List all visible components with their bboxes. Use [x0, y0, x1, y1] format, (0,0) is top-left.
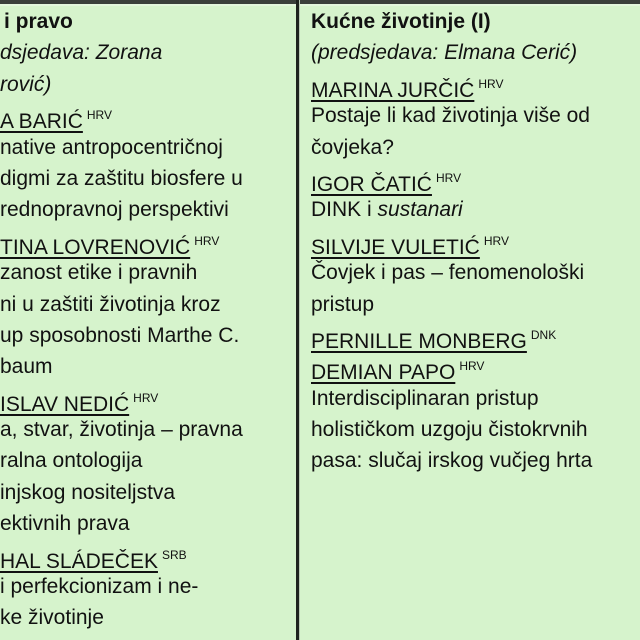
country-code: HRV — [86, 108, 112, 123]
session-title: i pravo — [4, 10, 73, 33]
session-column-right — [311, 6, 640, 477]
speaker-entry — [311, 320, 640, 351]
talk-title-line: ke životinje — [0, 606, 104, 630]
talk-title-line: pristup — [311, 292, 375, 316]
speaker-entry — [311, 351, 640, 385]
talk-title-plain: DINK i — [311, 198, 378, 222]
speaker-name: A BARIĆ — [0, 110, 83, 134]
talk-title-line: ralna ontologija — [0, 449, 143, 473]
speaker-entry — [311, 163, 640, 194]
speaker-name: DEMIAN PAPO — [311, 361, 456, 385]
country-code: SRB — [161, 547, 187, 562]
talk-title-line: Interdisciplinaran pristup — [311, 386, 539, 410]
country-code: HRV — [194, 233, 220, 248]
talk-title-line — [311, 194, 640, 225]
talk-title-line: i perfekcionizam i ne- — [0, 575, 199, 599]
country-code: HRV — [478, 76, 504, 91]
talk-title-line: injskog nositeljstva — [0, 480, 176, 504]
speaker-entry — [0, 383, 296, 414]
talk-title-line: ektivnih prava — [0, 512, 130, 536]
talk-title-line: ni u zaštiti životinja kroz — [0, 292, 221, 316]
speaker-name: IGOR ČATIĆ — [311, 172, 432, 196]
session-title: Kućne životinje (I) — [311, 10, 491, 33]
speaker-entry — [0, 100, 296, 134]
session-chair: (predsjedava: Elmana Cerić) — [311, 41, 578, 65]
country-code: DNK — [530, 327, 557, 342]
speaker-name: HAL SLÁDEČEK — [0, 549, 158, 573]
talk-title-italic: sustanari — [377, 198, 463, 222]
speaker-name: SILVIJE VULETIĆ — [311, 235, 480, 259]
talk-title-line: zanost etike i pravnih — [0, 261, 198, 285]
talk-title-line: Postaje li kad životinja više od — [311, 104, 590, 128]
talk-title-line: Čovjek i pas – fenomenološki — [311, 261, 585, 285]
column-divider — [296, 0, 300, 640]
talk-title-line: rednopravnoj perspektivi — [0, 198, 229, 222]
talk-title-line: holističkom uzgoju čistokrvnih — [311, 418, 588, 442]
speaker-entry — [0, 540, 296, 571]
speaker-name: ISLAV NEDIĆ — [0, 392, 130, 416]
talk-title-line: pasa: slučaj irskog vučjeg hrta — [311, 449, 593, 473]
session-chair-cont: rović) — [0, 72, 52, 96]
talk-title-line: čovjeka? — [311, 135, 394, 159]
country-code: HRV — [133, 390, 159, 405]
talk-title-line: a, stvar, životinja – pravna — [0, 418, 243, 442]
session-chair: dsjedava: Zorana — [0, 41, 163, 65]
speaker-name: MARINA JURČIĆ — [311, 78, 475, 102]
country-code: HRV — [459, 359, 485, 374]
country-code: HRV — [435, 170, 462, 185]
table-top-border — [0, 0, 640, 4]
talk-title-line: up sposobnosti Marthe C. — [0, 323, 240, 347]
speaker-entry — [311, 226, 640, 257]
speaker-name: PERNILLE MONBERG — [311, 329, 527, 353]
talk-title-line: baum — [0, 355, 53, 379]
speaker-entry — [0, 226, 296, 257]
talk-title-line: native antropocentričnoj — [0, 135, 223, 159]
session-column-left — [0, 6, 296, 634]
speaker-entry — [311, 69, 640, 100]
speaker-name: TINA LOVRENOVIĆ — [0, 235, 191, 259]
country-code: HRV — [483, 233, 509, 248]
talk-title-line: digmi za zaštitu biosfere u — [0, 166, 243, 190]
